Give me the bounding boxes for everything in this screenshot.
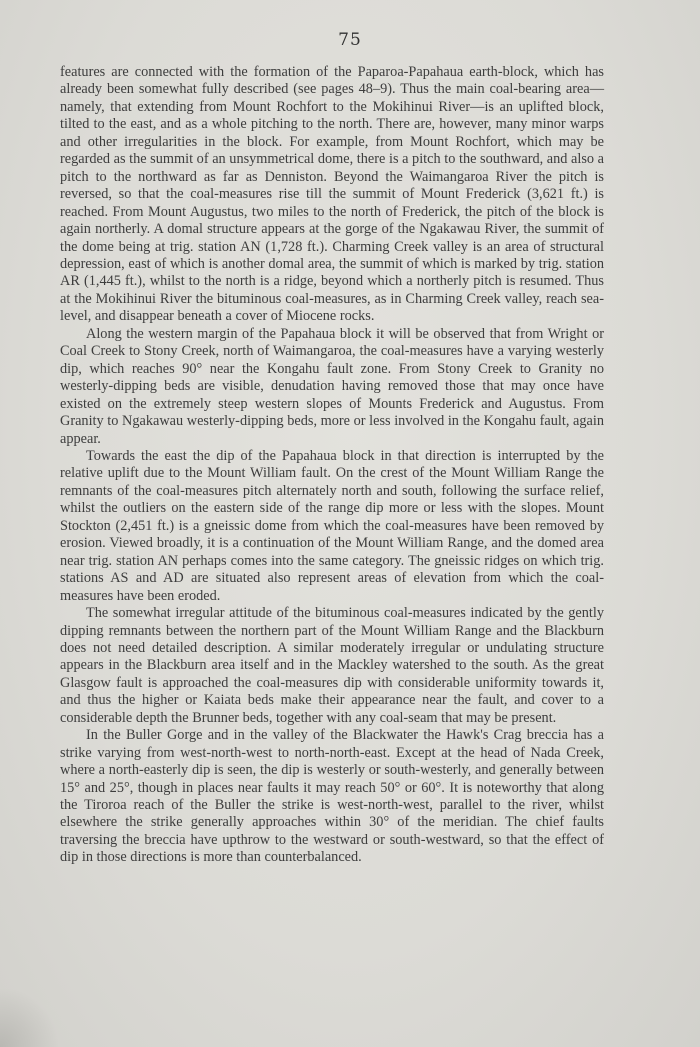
paragraph-3: Towards the east the dip of the Papahaua block in that direction is interrupted by the relative uplift due to the Mount William fault. On the crest of the Mount William Range the remnants of the coal-measures pitch alternately north and south, following the surface relief, whilst the outliers on the eastern side of the range dip more or less with the slopes. Mount Stockton (2,451 ft.) is a gneissic dome from which the coal-measures have been removed by erosion. Viewed broadly, it is a continuation of the Mount William Range, and the domed area near trig. station AN perhaps comes into the same category. The gneissic ridges on which trig. stations AS and AD are situated also represent areas of elevation from which the coal-measures have been eroded. — [60, 447, 604, 604]
paper-corner-smudge — [0, 987, 60, 1047]
paragraph-4: The somewhat irregular attitude of the bituminous coal-measures indicated by the gently dipping remnants between the northern part of the Mount William Range and the Blackburn does not need detailed description. A similar moderately irregular or undulating structure appears in the Blackburn area itself and in the Mackley watershed to the south. As the great Glasgow fault is approached the coal-measures dip with considerable uniformity towards it, and thus the higher or Kaiata beds make their appearance near the fault, and cover to a considerable depth the Brunner beds, together with any coal-seam that may be present. — [60, 605, 604, 726]
paragraph-2: Along the western margin of the Papahaua block it will be observed that from Wright or Coal Creek to Stony Creek, north of Waimangaroa, the coal-measures have a varying westerly dip, which reaches 90° near the Kongahu fault zone. From Stony Creek to Granity no westerly-dipping beds are visible, denudation having removed those that may once have existed on the extremely steep western slopes of Mounts Frederick and Augustus. From Granity to Ngakawau westerly-dipping beds, more or less involved in the Kongahu fault, again appear. — [60, 325, 604, 447]
paragraph-1: features are connected with the formation of the Paparoa-Papahaua earth-block, which has already been somewhat fully described (see pages 48–9). Thus the main coal-bearing area—namely, that extending from Mount Rochfort to the Mokihinui River—is an uplifted block, tilted to the east, and as a whole pitching to the north. There are, however, many minor warps and other irregularities in the block. For example, from Mount Rochfort, which may be regarded as the summit of an unsymmetrical dome, there is a pitch to the southward, and also a pitch to the northward as far as Denniston. Beyond the Waimangaroa River the pitch is reversed, so that the coal-measures rise till the summit of Mount Frederick (3,621 ft.) is reached. From Mount Augustus, two miles to the north of Frederick, the pitch of the block is again northerly. A domal structure appears at the gorge of the Ngakawau River, the summit of the dome being at trig. station AN (1,728 ft.). Charming Creek valley is an area of structural depression, east of which is another domal area, the summit of which is marked by trig. station AR (1,445 ft.), whilst to the north is a ridge, beyond which a northerly pitch is resumed. Thus at the Mokihinui River the bituminous coal-measures, as in Charming Creek valley, reach sea-level, and disappear beneath a cover of Miocene rocks. — [60, 64, 604, 325]
paragraph-5: In the Buller Gorge and in the valley of the Blackwater the Hawk's Crag breccia has a strike varying from west-north-west to north-north-east. Except at the head of Nada Creek, where a north-easterly dip is seen, the dip is westerly or south-westerly, and generally between 15° and 25°, though in places near faults it may reach 50° or 60°. It is noteworthy that along the Tiroroa reach of the Buller the strike is west-north-west, parallel to the river, whilst elsewhere the strike generally approaches within 30° of the meridian. The chief faults traversing the breccia have upthrow to the westward or south-westward, so that the effect of dip in those directions is more than counterbalanced. — [60, 727, 604, 866]
page-number: 75 — [338, 30, 362, 50]
body-text — [60, 64, 604, 867]
